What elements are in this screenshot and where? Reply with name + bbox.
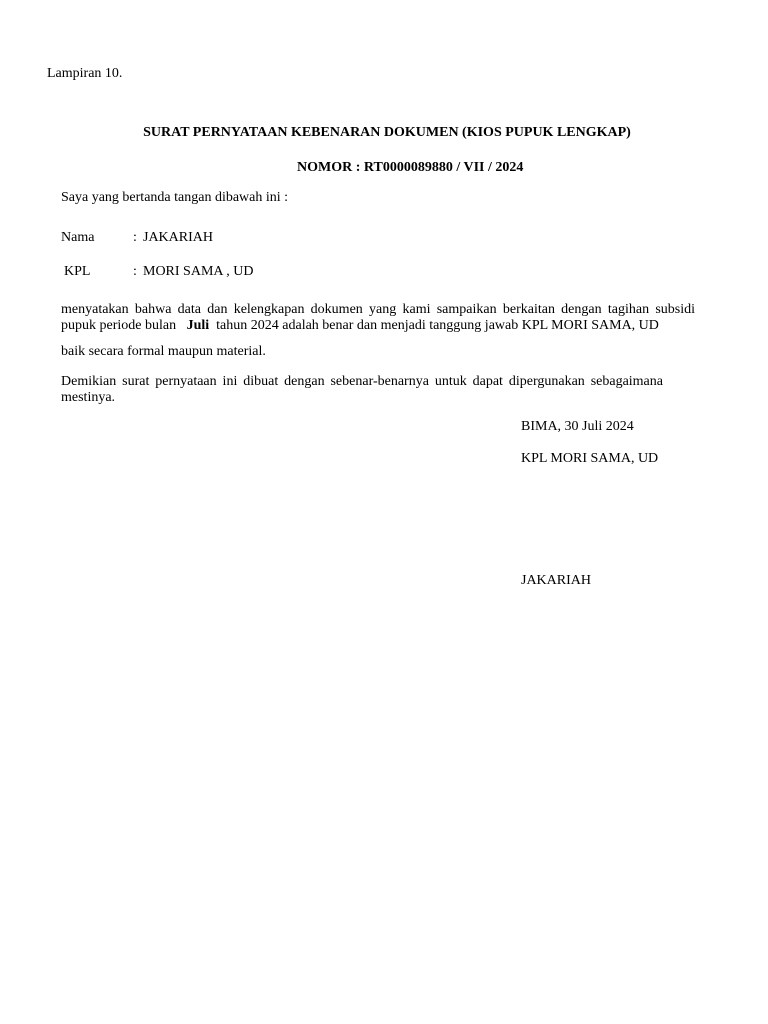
document-title: SURAT PERNYATAAN KEBENARAN DOKUMEN (KIOS PUPUK LENGKAP): [143, 125, 631, 140]
signature-org: KPL MORI SAMA, UD: [521, 451, 659, 466]
field-value-kpl: MORI SAMA , UD: [143, 264, 254, 279]
attachment-label: Lampiran 10.: [47, 66, 123, 81]
field-value-nama: JAKARIAH: [143, 230, 213, 245]
intro-text: Saya yang bertanda tangan dibawah ini :: [61, 190, 289, 205]
statement-month: Juli: [186, 318, 210, 333]
formal-line: baik secara formal maupun material.: [61, 344, 266, 359]
statement-paragraph: [61, 302, 695, 334]
field-label-nama: Nama: [61, 230, 95, 245]
closing-paragraph: Demikian surat pernyataan ini dibuat dengan sebenar-benarnya untuk dapat dipergunakan sebagaimana mestinya.: [61, 374, 663, 405]
statement-part1: menyatakan bahwa data dan kelengkapan dokumen yang kami sampaikan berkaitan dengan tagihan subsidi pupuk periode bulan: [61, 302, 695, 333]
field-row-nama: [133, 230, 213, 246]
field-separator: :: [133, 230, 137, 245]
field-label-kpl: KPL: [64, 264, 91, 279]
statement-part2: tahun 2024 adalah benar dan menjadi tanggung jawab KPL MORI SAMA, UD: [216, 318, 659, 333]
signature-name: JAKARIAH: [521, 573, 591, 588]
signature-place-date: BIMA, 30 Juli 2024: [521, 419, 634, 434]
field-row-kpl: [133, 264, 253, 280]
document-number: NOMOR : RT0000089880 / VII / 2024: [297, 160, 524, 175]
field-separator: :: [133, 264, 137, 279]
